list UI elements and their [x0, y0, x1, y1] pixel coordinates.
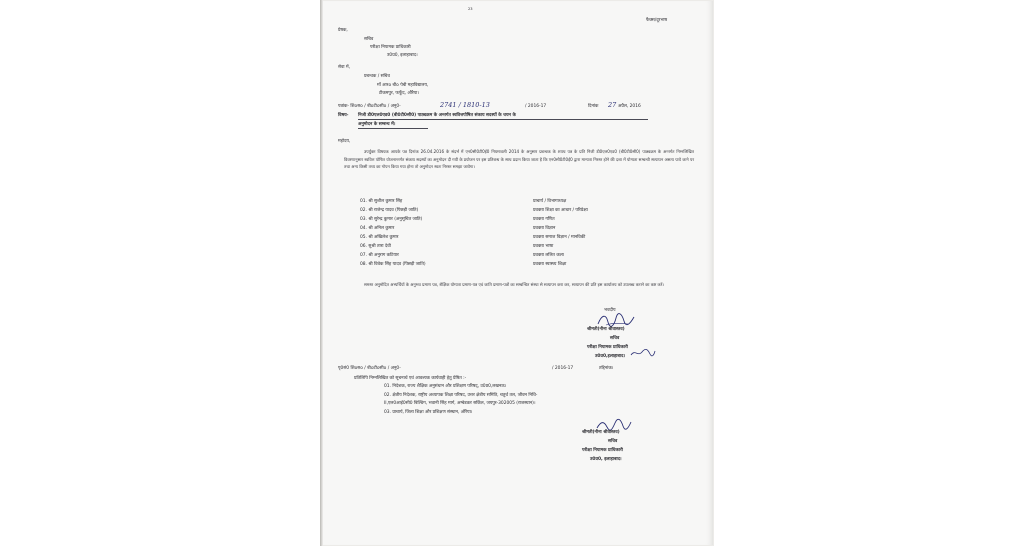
date-suffix: अप्रैल, 2016	[618, 104, 641, 109]
handwritten-signature	[596, 312, 636, 328]
handwritten-reference-number: 2741 / 1810-13	[440, 101, 490, 109]
reference-prefix: पत्रांक- शिoसo / बीoटीoसीo / अनु0-	[338, 104, 401, 109]
recipient-address: टीकमपुर, फफूँद, औरैया।	[379, 91, 419, 96]
sender-designation: सचिव	[364, 37, 374, 42]
scanned-letter-page	[320, 0, 714, 546]
staff-name: 05. श्री अखिलेश कुमार	[360, 235, 399, 240]
staff-post: प्रवक्ता गणित	[533, 217, 555, 222]
staff-name: 01. श्री सुशील कुमार सिंह	[360, 199, 403, 204]
page-shadow-edge	[320, 0, 323, 546]
signatory-2-city: उ0प्र0, इलाहाबाद।	[590, 457, 622, 462]
staff-name: 03. श्री सुरेन्द्र कुमार (अनुसूचित जाति)	[360, 217, 423, 222]
sender-office: परीक्षा नियामक प्राधिकारी	[370, 45, 411, 50]
signatory-city: उ0प्र0,इलाहाबाद।	[595, 354, 626, 359]
staff-name: 08. श्री विवेक सिंह यादव (पिछड़ी जाति)	[360, 262, 426, 267]
subject-underline-2	[358, 128, 428, 129]
staff-name: 07. श्री अनुराग कटियार	[360, 253, 399, 258]
endorsement-date: तद्दिनांक।	[599, 366, 614, 371]
staff-post: प्रवक्ता स्वास्थ्य शिक्षा	[533, 262, 567, 267]
recipient-institution: माँ आरo बीo पेबी महाविद्यालय,	[377, 83, 429, 88]
subject-label: विषय-	[338, 113, 349, 118]
staff-name: 02. श्री राजेन्द्र यादव (पिछड़ी जाति)	[360, 208, 419, 213]
signatory-office: परीक्षा नियामक प्राधिकारी	[587, 345, 628, 350]
sender-city: उ0प्र0, इलाहाबाद।	[387, 53, 418, 58]
staff-post: प्रवक्ता शिक्षा का आधार / परिप्रेक्ष्य	[533, 208, 588, 213]
signatory-2-designation: सचिव	[608, 439, 618, 444]
endorsement-intro: प्रतिलिपि निम्नलिखित को सूचनार्थ एवं आवश्यक कार्यवाही हेतु प्रेषित :-	[354, 376, 467, 381]
subject-line-1: निजी डी0एल0एड0 (बी0टी0सी0) पाठ्यक्रम के अन्तर्गत स्ववित्तपोषित संकाय सदस्यों के चयन के	[358, 113, 516, 118]
endorsement-ref: पृ0सं0 शिoसo / बीoटीoसीo / अनु0-	[338, 366, 401, 371]
staff-name: 06. सुश्री तारा देवी	[360, 244, 391, 249]
page-mark: 23	[468, 7, 473, 11]
handwritten-date-day: 27	[608, 101, 617, 109]
staff-name: 04. श्री अनिल कुमार	[360, 226, 395, 231]
recipient-designation: प्रबन्धक / सचिव	[364, 74, 390, 79]
staff-post: प्रवक्ता विज्ञान	[533, 226, 556, 231]
fax-phone-label: फैक्स/दूरभाष	[646, 18, 668, 23]
subject-line-2: अनुमोदन के सम्बन्ध में।	[358, 122, 396, 127]
to-label: सेवा में,	[338, 65, 350, 70]
endorsement-item: 01. निदेशक, राज्य शैक्षिक अनुसंधान और प्रशिक्षण परिषद्, उ0प्र0,लखनऊ।	[384, 384, 507, 389]
signatory-name: श्रीमती(नीना श्रीवास्तव)	[587, 327, 625, 332]
signatory-2-office: परीक्षा नियामक प्राधिकारी	[582, 448, 623, 453]
staff-post: प्रवक्ता भाषा	[533, 244, 554, 249]
reference-year: / 2016-17	[525, 104, 547, 109]
body-paragraph-1: उपर्युक्त विषयक आपके पत्र दिनांक 26.04.2016 के संदर्भ में एन0सी0टी0ई0 नियमावली 2014 के अनुसार प्रबन्धक के शपथ पत्र के प्रति निजी डी0एल0एड0 (बी0टी0सी0) पाठ्यक्रम के अन्तर्गत निम्नलिखित विवरणानुसार स्ववित्त पोषित योजनान्तर्गत संकाय सदस्यों का अनुमोदन दी गयी के प्रयोजन पर इस प्रतिबन्ध के साथ प्रदान किया जाता है कि एन0सी0टी0ई0 द्वारा मान्यता निरस्त होने की दशा में योग्यता सम्बन्धी सत्यापन असत्य पाये जाने पर तथा अन्य किसी तथ्य का गोपन किया गया होना तो अनुमोदन स्वतः निरस्त समझा जायेगा।	[344, 149, 694, 170]
signatory-2-name: श्रीमती(नीना श्रीवास्तव)	[582, 430, 620, 435]
body-paragraph-2: समस्त अनुमोदित अभ्यर्थियों के अनुभव प्रमाण पत्र, शैक्षिक योग्यता प्रमाण-पत्र एवं जाति प्रमाण-पत्रों का सम्बन्धित संस्था से सत्यापन करा कर, सत्यापन की प्रति इस कार्यालय को उपलब्ध कराने का कष्ट करें।	[364, 282, 664, 287]
closing-regards: भवदीय	[604, 308, 616, 313]
endorsement-item: 02. क्षेत्रीय निदेशक, राष्ट्रीय अध्यापक शिक्षा परिषद, उत्तर क्षेत्रीय समिति, चतुर्थ तल, जीवन निधि-	[384, 393, 538, 398]
staff-post: प्रवक्ता ललित कला	[533, 253, 564, 258]
salutation: महोदय,	[338, 139, 351, 144]
from-label: प्रेषक,	[338, 28, 348, 33]
staff-post: प्राचार्य / विभागाध्यक्ष	[533, 199, 567, 204]
endorsement-item: II,एल0आई0सी0 बिल्डिंग, भवानी सिंह मार्ग, अम्बेडकर सर्किल, जयपुर-302005 (राजस्थान)।	[384, 401, 536, 406]
date-prefix: दिनांक	[588, 104, 599, 109]
subject-underline	[358, 119, 648, 120]
staff-post: प्रवक्ता समाज विज्ञान / मानविकी	[533, 235, 586, 240]
endorsement-year: / 2016-17	[552, 366, 574, 371]
endorsement-item: 03. प्राचार्य, जिला शिक्षा और प्रशिक्षण संस्थान, औरैया।	[384, 410, 473, 415]
initials-mark	[630, 348, 656, 358]
signatory-designation: सचिव	[610, 336, 620, 341]
